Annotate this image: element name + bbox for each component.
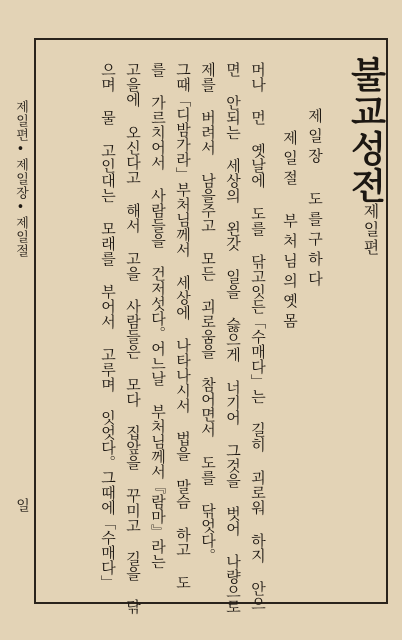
body-line: 머나 먼 옛날에 도를 닦고잇든「수매다」는 길히 괴로워 하지 안으 bbox=[249, 62, 267, 611]
body-line: 면 안되는 세상의 왼갓 일을 슳으게 너기어 그것을 벗어 나량으로 bbox=[224, 62, 242, 614]
book-title: 불교성전 bbox=[345, 56, 386, 204]
running-head: 제일편•제일장•제일절 bbox=[13, 100, 28, 258]
body-line: 고을에 오신다고 해서 고을 사람들은 모다 집앞을 꾸미고 길을 닦 bbox=[124, 62, 142, 614]
body-line: 를 가르치어서 사람들을 건저섯다。어느날 부처님께서『람마』라는 bbox=[149, 62, 167, 569]
page-number: 일 bbox=[14, 498, 30, 512]
body-line: 으며 물 고인대는 모래를 부어서 고루며 잇엇다。그때에「수매다」 bbox=[99, 62, 117, 590]
section-heading: 제일절 부처님의옛몸 bbox=[281, 130, 299, 333]
part-label: 제일편 bbox=[361, 203, 380, 257]
body-line: 그때「디밤가라」부처님께서 세상에 나타나시서 법을 말슴 하고 도 bbox=[174, 62, 192, 590]
chapter-heading: 제일장 도를구하다 bbox=[306, 108, 324, 291]
body-line: 제를 버려서 남을주고 모든 괴로움을 참어면서 도를 닦엇다。 bbox=[199, 62, 217, 563]
